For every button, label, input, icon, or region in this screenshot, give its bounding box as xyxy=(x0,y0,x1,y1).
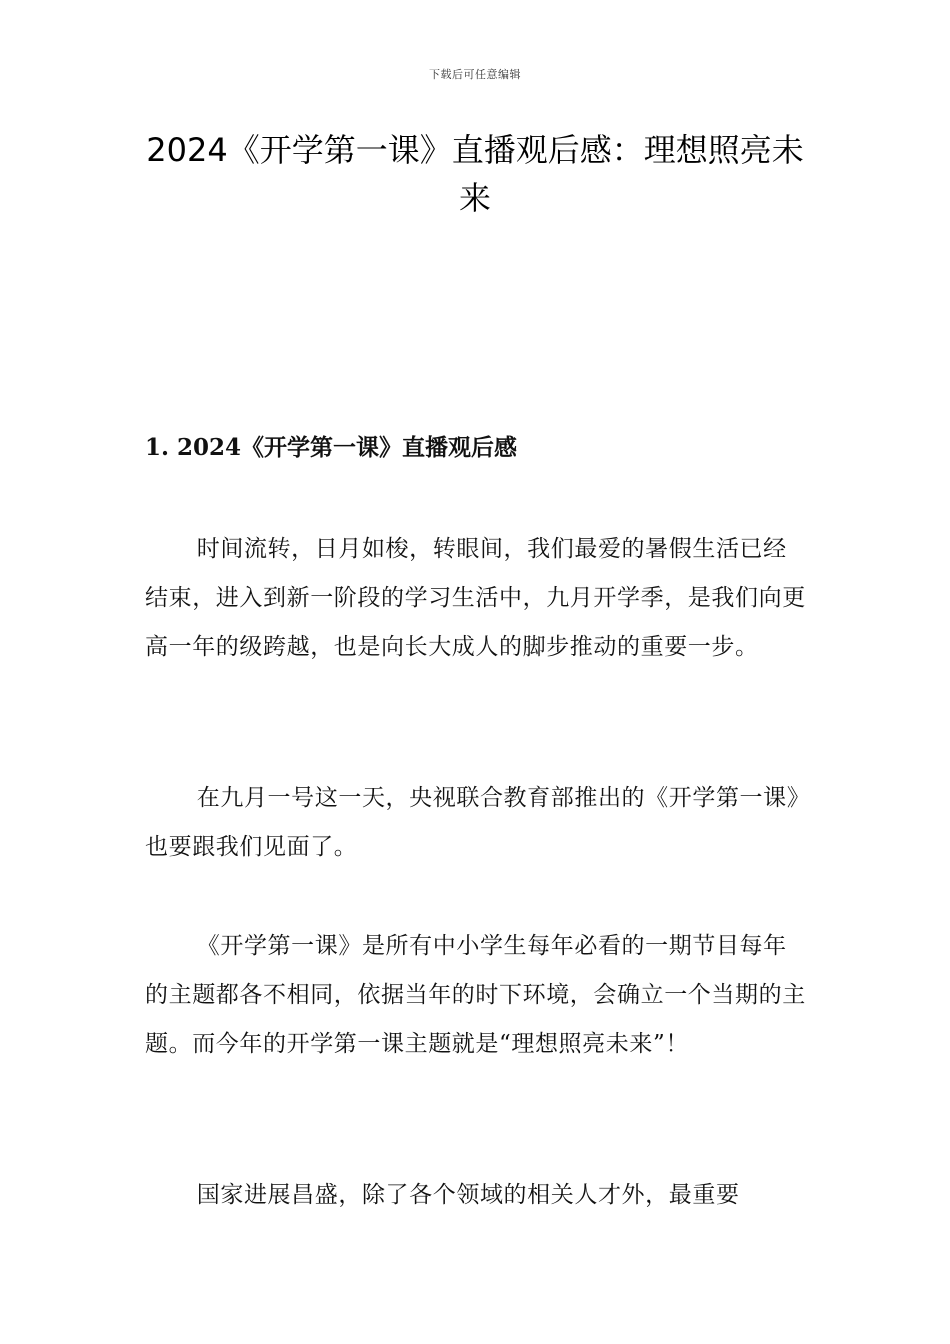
document-title: 2024《开学第一课》直播观后感：理想照亮未来 xyxy=(146,131,804,217)
paragraph-4: 国家进展昌盛，除了各个领域的相关人才外，最重要 xyxy=(196,1182,740,1208)
paragraph-2: 在九月一号这一天，央视联合教育部推出的《开学第一课》也要跟我们见面了。 xyxy=(145,785,799,860)
section-heading: 1. 2024《开学第一课》直播观后感 xyxy=(145,434,518,461)
header-note: 下载后可任意编辑 xyxy=(429,68,521,81)
paragraph-3: 《开学第一课》是所有中小学生每年必看的一期节目每年的主题都各不相同，依据当年的时下环境，会确立一个当期的主题。而今年的开学第一课主题就是“理想照亮未来”！ xyxy=(145,933,806,1057)
paragraph-1: 时间流转，日月如梭，转眼间，我们最爱的暑假生活已经结束，进入到新一阶段的学习生活中，九月开学季，是我们向更高一年的级跨越，也是向长大成人的脚步推动的重要一步。 xyxy=(145,536,806,660)
